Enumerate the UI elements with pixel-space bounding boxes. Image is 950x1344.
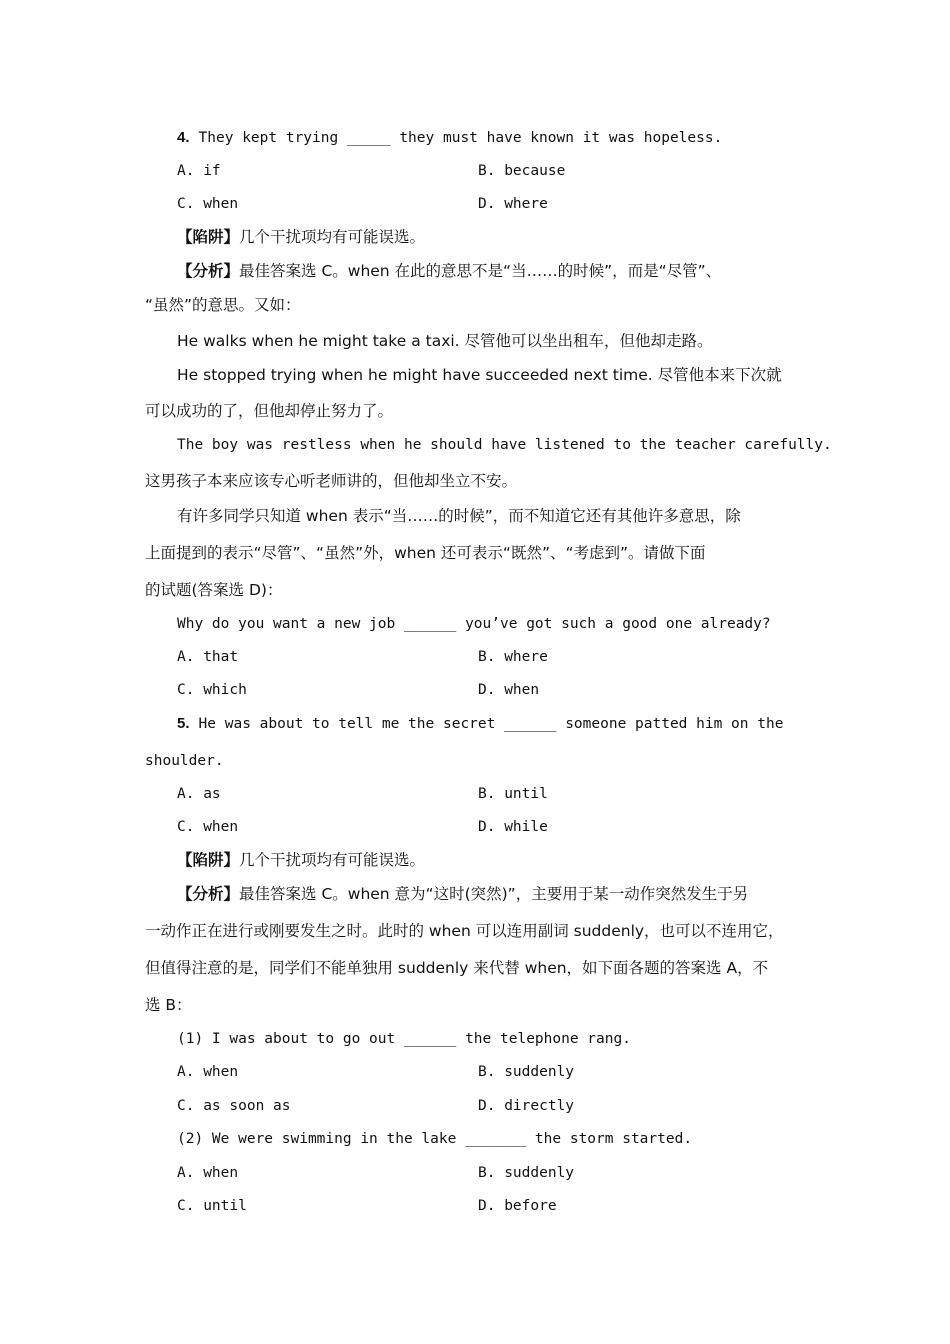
option-b: B. until xyxy=(478,786,548,802)
example-sentence: 这男孩子本来应该专心听老师讲的，但他却坐立不安。 xyxy=(145,472,518,490)
analysis-line: 选 B： xyxy=(145,996,192,1014)
trap-note xyxy=(177,850,425,870)
option-b: B. suddenly xyxy=(478,1165,575,1181)
question-text-continued: shoulder. xyxy=(145,753,224,769)
option-b: B. where xyxy=(478,649,548,665)
practice-question: (1) I was about to go out ______ the telephone rang. xyxy=(177,1031,631,1047)
explanation-line: 有许多同学只知道 when 表示“当……的时候”，而不知道它还有其他许多意思，除 xyxy=(177,507,741,525)
trap-text: 几个干扰项均有可能误选。 xyxy=(239,228,426,246)
example-sentence: He stopped trying when he might have succeeded next time. 尽管他本来下次就 xyxy=(177,366,782,384)
option-a: A. when xyxy=(177,1064,239,1080)
option-c: C. when xyxy=(177,819,239,835)
option-d: D. before xyxy=(478,1198,557,1214)
example-sentence: He walks when he might take a taxi. 尽管他可以坐出租车，但他却走路。 xyxy=(177,332,713,350)
analysis-line xyxy=(177,884,748,904)
option-a: A. when xyxy=(177,1165,239,1181)
trap-note xyxy=(177,227,425,247)
question-number: 5. xyxy=(177,715,190,732)
option-a: A. if xyxy=(177,163,221,179)
example-sentence: 可以成功的了，但他却停止努力了。 xyxy=(145,402,394,420)
explanation-line: 上面提到的表示“尽管”、“虽然”外，when 还可表示“既然”、“考虑到”。请做下面 xyxy=(145,544,706,562)
example-sentence: The boy was restless when he should have listened to the teacher carefully. xyxy=(177,437,832,453)
question-text: They kept trying _____ they must have known it was hopeless. xyxy=(198,130,723,146)
practice-question: (2) We were swimming in the lake _______ the storm started. xyxy=(177,1131,693,1147)
analysis-line xyxy=(177,261,721,281)
trap-tag: 【陷阱】 xyxy=(177,228,240,246)
question-4-stem xyxy=(177,127,722,148)
analysis-tag: 【分析】 xyxy=(177,262,240,280)
trap-tag: 【陷阱】 xyxy=(177,851,240,869)
option-d: D. when xyxy=(478,682,540,698)
question-number: 4. xyxy=(177,129,190,146)
question-5-stem xyxy=(177,713,783,734)
explanation-line: 的试题(答案选 D)： xyxy=(145,581,283,599)
analysis-text: 最佳答案选 C。when 在此的意思不是“当……的时候”，而是“尽管”、 xyxy=(239,262,722,280)
option-a: A. that xyxy=(177,649,239,665)
option-c: C. which xyxy=(177,682,247,698)
analysis-tag: 【分析】 xyxy=(177,885,240,903)
practice-question: Why do you want a new job ______ you’ve got such a good one already? xyxy=(177,616,771,632)
analysis-text: 最佳答案选 C。when 意为“这时(突然)”，主要用于某一动作突然发生于另 xyxy=(239,885,749,903)
option-a: A. as xyxy=(177,786,221,802)
option-d: D. while xyxy=(478,819,548,835)
analysis-line: 一动作正在进行或刚要发生之时。此时的 when 可以连用副词 suddenly，也可以不连用它， xyxy=(145,922,784,940)
option-c: C. until xyxy=(177,1198,247,1214)
trap-text: 几个干扰项均有可能误选。 xyxy=(239,851,426,869)
option-c: C. when xyxy=(177,196,239,212)
analysis-line: “虽然”的意思。又如： xyxy=(145,296,301,314)
option-b: B. suddenly xyxy=(478,1064,575,1080)
option-d: D. directly xyxy=(478,1098,575,1114)
option-c: C. as soon as xyxy=(177,1098,291,1114)
question-text: He was about to tell me the secret ______ someone patted him on the xyxy=(198,716,784,732)
option-b: B. because xyxy=(478,163,566,179)
analysis-line: 但值得注意的是，同学们不能单独用 suddenly 来代替 when，如下面各题的答案选 A，不 xyxy=(145,959,769,977)
option-d: D. where xyxy=(478,196,548,212)
